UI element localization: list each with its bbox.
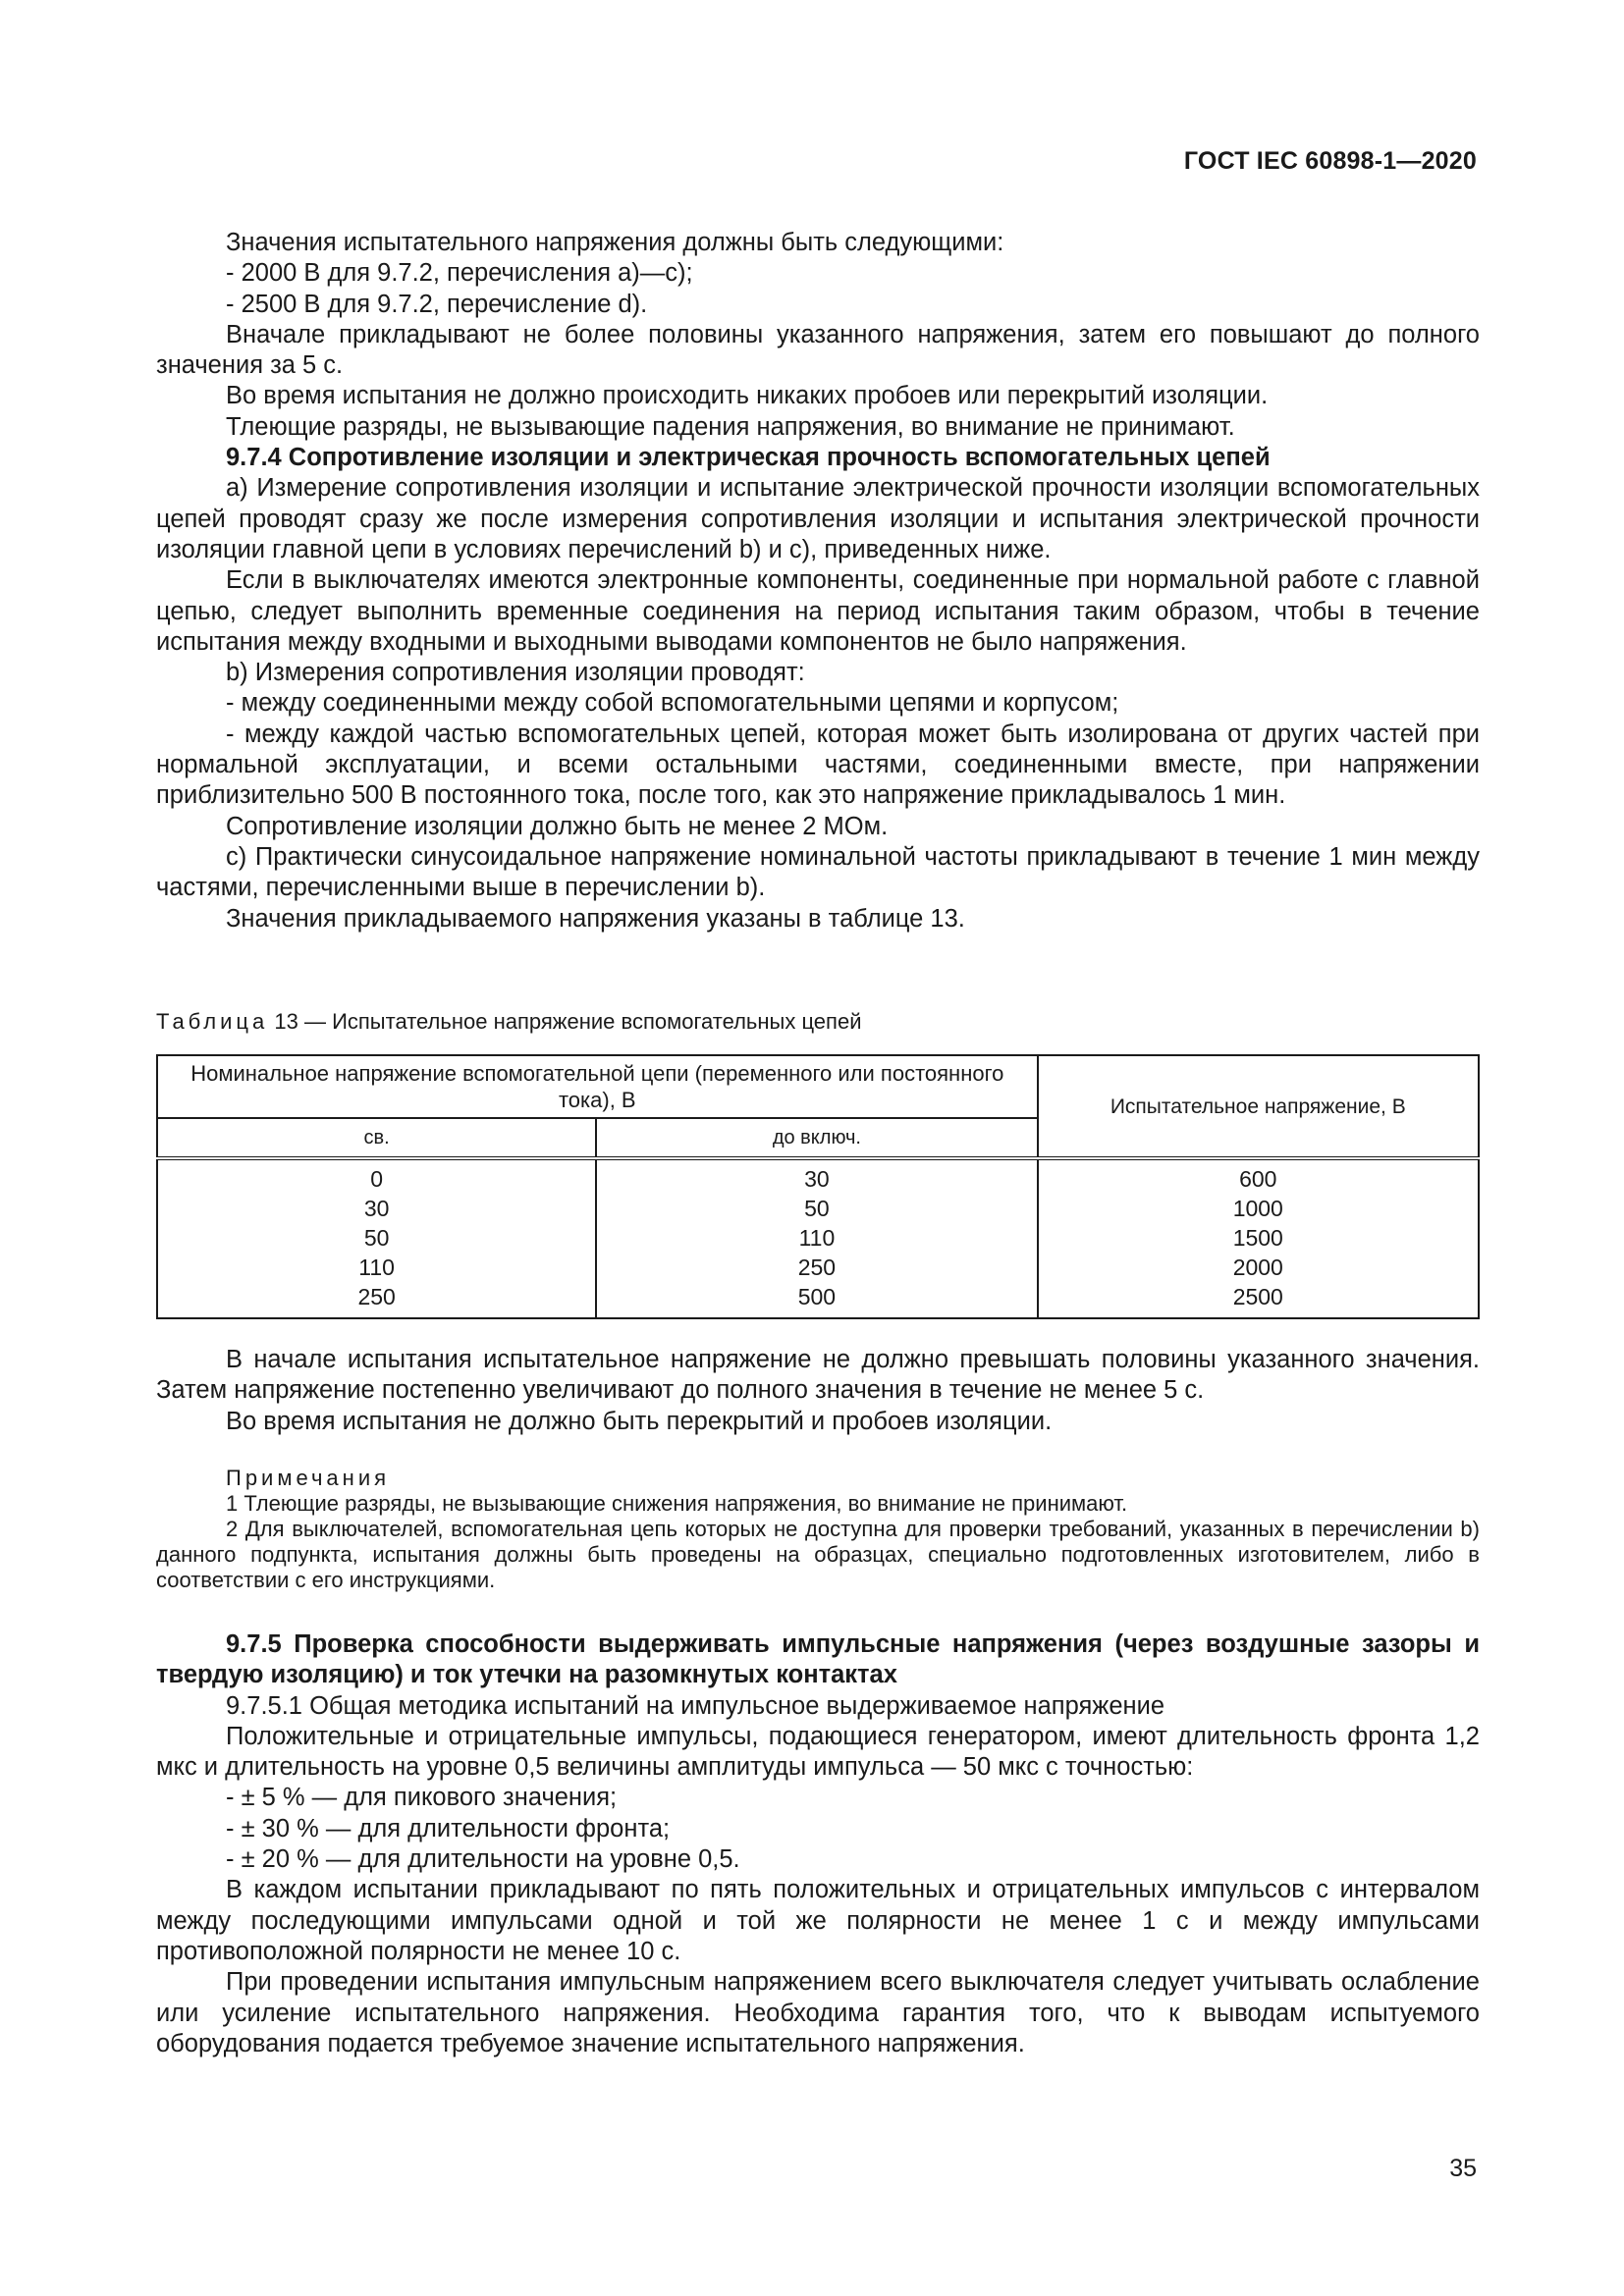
list-item: - 2000 В для 9.7.2, перечисления a)—c); [226, 259, 693, 288]
column-from [157, 1158, 596, 1318]
subsection-title: 9.7.5.1 Общая методика испытаний на импульсное выдерживаемое напряжение [226, 1691, 1165, 1720]
column-test-voltage [1038, 1158, 1479, 1318]
page-number: 35 [1449, 2155, 1477, 2182]
list-item: - между каждой частью вспомогательных цепей, которая может быть изолирована от других частей при нормальной эксплуатации, и всеми остальными частями, соединенными вместе, при напряжении приблизительно 500 В постоянного тока, после того, как это напряжение прикладывалось 1 мин. [156, 720, 1480, 810]
header-test-voltage: Испытательное напряжение, В [1038, 1055, 1479, 1158]
section-heading-9-7-5: 9.7.5 Проверка способности выдерживать импульсные напряжения (через воздушные зазоры и твердую изоляцию) и ток утечки на разомкнутых контактах [156, 1630, 1480, 1689]
list-item: - ± 20 % — для длительности на уровне 0,5. [226, 1845, 740, 1874]
list-item: - ± 5 % — для пикового значения; [226, 1784, 618, 1812]
paragraph: c) Практически синусоидальное напряжение номинальной частоты прикладывают в течение 1 мин между частями, перечисленными выше в перечислении b). [156, 842, 1480, 902]
header-from: св. [157, 1118, 596, 1158]
paragraph: Положительные и отрицательные импульсы, подающиеся генератором, имеют длительность фронта 1,2 мкс и длительность на уровне 0,5 величины амплитуды импульса — 50 мкс с точностью: [156, 1722, 1480, 1782]
table-cell: 1000 [1232, 1196, 1283, 1221]
paragraph: Сопротивление изоляции должно быть не менее 2 МОм. [226, 812, 889, 840]
table-cell: 250 [357, 1284, 396, 1309]
header-nominal-voltage: Номинальное напряжение вспомогательной цепи (переменного или постоянного тока), В [157, 1055, 1038, 1118]
table-cell: 0 [370, 1166, 384, 1192]
list-item: - 2500 В для 9.7.2, перечисление d). [226, 290, 648, 318]
note-item: 1 Тлеющие разряды, не вызывающие снижения напряжения, во внимание не принимают. [226, 1491, 1128, 1516]
table-cell: 2500 [1232, 1284, 1283, 1309]
table-13 [156, 1054, 1480, 1319]
table-cell: 2000 [1232, 1255, 1283, 1280]
note-item: 2 Для выключателей, вспомогательная цепь которых не доступна для проверки требований, указанных в перечислении b) данного подпункта, испытания должны быть проведены на образцах, специально подготовленных изготовителем, либо в соответствии с его инструкциями. [156, 1517, 1480, 1592]
table-cell: 600 [1239, 1166, 1277, 1192]
paragraph: b) Измерения сопротивления изоляции проводят: [226, 659, 805, 687]
paragraph: В начале испытания испытательное напряжение не должно превышать половины указанного значения. Затем напряжение постепенно увеличивают до полного значения в течение не менее 5 с. [156, 1346, 1480, 1405]
list-item: - ± 30 % — для длительности фронта; [226, 1814, 671, 1842]
paragraph: Значения прикладываемого напряжения указаны в таблице 13. [226, 904, 965, 933]
notes-title: Примечания [226, 1466, 391, 1490]
column-to [596, 1158, 1037, 1318]
notes-block [156, 1466, 1480, 1593]
table-cell: 110 [358, 1255, 395, 1280]
paragraph: При проведении испытания импульсным напряжением всего выключателя следует учитывать ослабление или усиление испытательного напряжения. Необходима гарантия того, что к выводам испытуемого оборудования подается требуемое значение испытательного напряжения. [156, 1968, 1480, 2057]
table-cell: 500 [797, 1284, 837, 1309]
table-caption-text: 13 — Испытательное напряжение вспомогательных цепей [274, 1009, 862, 1034]
paragraph: В каждом испытании прикладывают по пять положительных и отрицательных импульсов с интервалом между последующими импульсами одной и той же полярности не менее 1 с и между импульсами противоположной полярности не менее 10 с. [156, 1876, 1480, 1965]
paragraph: a) Измерение сопротивления изоляции и испытание электрической прочности изоляции вспомогательных цепей проводят сразу же после измерения сопротивления изоляции и испытания электрической прочности изоляции главной цепи в условиях перечислений b) и с), приведенных ниже. [156, 474, 1480, 563]
table-cell: 250 [797, 1255, 837, 1280]
table-cell: 30 [363, 1196, 390, 1221]
after-table-text [156, 1345, 1480, 1437]
section-heading-9-7-4: 9.7.4 Сопротивление изоляции и электрическая прочность вспомогательных цепей [226, 444, 1271, 472]
table-cell: 50 [363, 1225, 390, 1251]
header-to: до включ. [596, 1118, 1037, 1158]
paragraph: Во время испытания не должно происходить никаких пробоев или перекрытий изоляции. [226, 382, 1269, 410]
table-caption-label: Таблица [156, 1009, 269, 1034]
list-item: - между соединенными между собой вспомогательными цепями и корпусом; [226, 689, 1119, 718]
paragraph: Значения испытательного напряжения должны быть следующими: [226, 229, 1004, 256]
paragraph: Вначале прикладывают не более половины указанного напряжения, затем его повышают до полного значения за 5 с. [156, 320, 1480, 380]
standard-header: ГОСТ IEC 60898-1—2020 [1183, 147, 1477, 175]
table-cell: 110 [798, 1225, 836, 1251]
paragraph: Если в выключателях имеются электронные компоненты, соединенные при нормальной работе с главной цепью, следует выполнить временные соединения на период испытания таким образом, чтобы в течение испытания между входными и выходными выводами компонентов не было напряжения. [156, 566, 1480, 656]
section-9-7-5 [156, 1629, 1480, 2059]
main-text-block [156, 228, 1480, 934]
table-cell: 30 [804, 1166, 830, 1192]
paragraph: Во время испытания не должно быть перекрытий и пробоев изоляции. [226, 1407, 1053, 1435]
paragraph: Тлеющие разряды, не вызывающие падения напряжения, во внимание не принимают. [226, 412, 1235, 441]
table-cell: 50 [804, 1196, 830, 1221]
table-caption [156, 1009, 861, 1035]
table-cell: 1500 [1232, 1225, 1283, 1251]
